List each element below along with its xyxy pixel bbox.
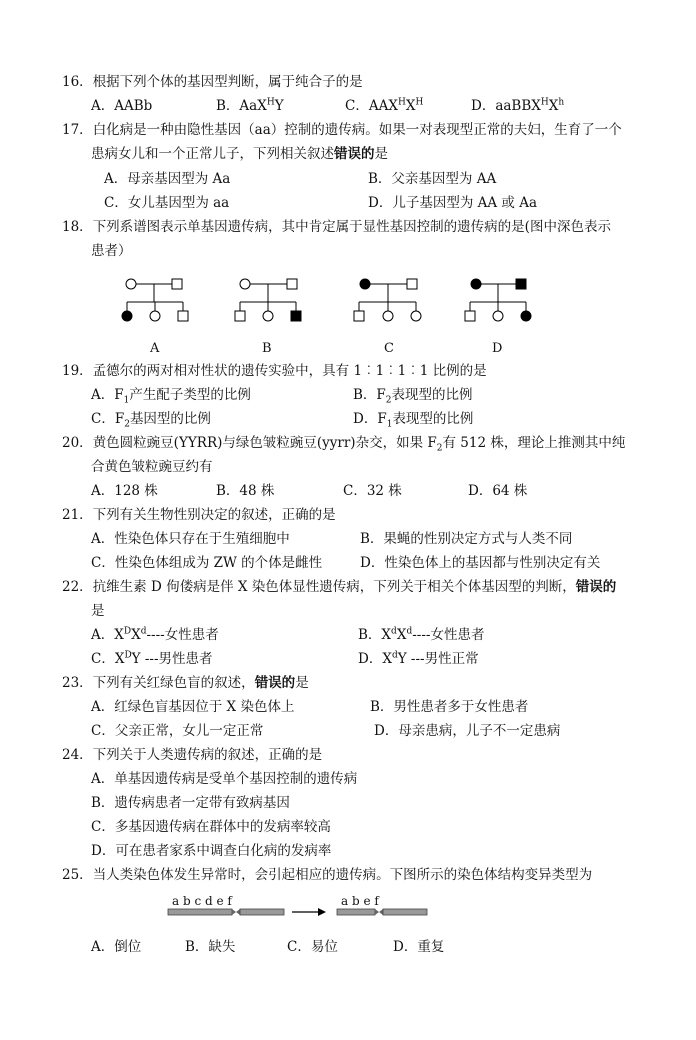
q23-option-b: B．男性患者多于女性患者 bbox=[370, 699, 529, 715]
female-affected-icon bbox=[360, 279, 370, 289]
female-affected-icon bbox=[521, 311, 531, 321]
chromosome-after-label: a b e f bbox=[341, 894, 379, 908]
q24-option-d: D．可在患者家系中调查白化病的发病率 bbox=[91, 843, 332, 859]
q16-option-b: B．AaX$^H$Y bbox=[216, 97, 284, 114]
q25-option-c: C．易位 bbox=[287, 939, 338, 955]
q24-option-a: A．单基因遗传病是受单个基因控制的遗传病 bbox=[91, 771, 358, 787]
male-normal-icon bbox=[407, 279, 417, 289]
q16-option-c: C．$AAX^HX^H$ bbox=[345, 97, 424, 114]
female-normal-icon bbox=[126, 279, 136, 289]
q19-option-b: B．$F_2$表现型的比例 bbox=[353, 387, 473, 406]
male-normal-icon bbox=[465, 311, 475, 321]
q22-option-a: A．$X^DX^d----$女性患者 bbox=[91, 626, 219, 643]
chromosome-before-arm-right bbox=[240, 909, 284, 915]
q20-option-b: B．48 株 bbox=[216, 483, 275, 499]
question-20-line2: 合黄色皱粒豌豆约有 bbox=[91, 459, 213, 475]
question-19: 19．孟德尔的两对相对性状的遗传实验中，具有 1︰1︰1︰1 比例的是 bbox=[62, 363, 487, 379]
female-normal-icon bbox=[411, 311, 421, 321]
q17-option-c: C．女儿基因型为 aa bbox=[104, 195, 230, 211]
pedigree-label-a: A bbox=[150, 341, 160, 356]
q21-option-b: B．果蝇的性别决定方式与人类不同 bbox=[360, 531, 573, 547]
male-normal-icon bbox=[235, 311, 245, 321]
q23-option-a: A．红绿色盲基因位于 X 染色体上 bbox=[91, 699, 295, 715]
q20-option-d: D．64 株 bbox=[468, 483, 528, 499]
centromere-icon bbox=[232, 909, 240, 915]
q24-option-b: B．遗传病患者一定带有致病基因 bbox=[91, 795, 290, 811]
question-18-line2: 患者） bbox=[91, 243, 132, 259]
question-18: 18．下列系谱图表示单基因遗传病，其中肯定属于显性基因控制的遗传病的是(图中深色表示 bbox=[62, 219, 611, 235]
question-17: 17．白化病是一种由隐性基因（aa）控制的遗传病。如果一对表现型正常的夫妇，生育了一个 bbox=[62, 122, 622, 138]
q25-option-b: B．缺失 bbox=[185, 939, 236, 955]
q21-option-a: A．性染色体只存在于生殖细胞中 bbox=[91, 531, 290, 547]
q16-option-a: A．AABb bbox=[91, 98, 153, 114]
question-22: 22．抗维生素 D 佝偻病是伴 X 染色体显性遗传病，下列关于相关个体基因型的判断，错误的 bbox=[62, 579, 617, 595]
question-24: 24．下列关于人类遗传病的叙述，正确的是 bbox=[62, 747, 323, 763]
male-normal-icon bbox=[287, 279, 297, 289]
chromosome-before-arm-left bbox=[168, 909, 232, 915]
q22-option-b: B．$X^dX^d----$女性患者 bbox=[358, 626, 485, 643]
female-normal-icon bbox=[150, 311, 160, 321]
q23-option-c: C．父亲正常，女儿一定正常 bbox=[91, 723, 264, 739]
q24-option-c: C．多基因遗传病在群体中的发病率较高 bbox=[91, 819, 331, 835]
chromosome-after-arm-right bbox=[383, 909, 427, 915]
q22-option-c: C．$X^DY$ ---男性患者 bbox=[91, 650, 213, 667]
chromosome-before-label: a b c d e f bbox=[172, 894, 232, 908]
question-20: 20．黄色圆粒豌豆(YYRR)与绿色皱粒豌豆(yyrr)杂交，如果 $F_2$有 512 株，理论上推测其中纯 bbox=[62, 435, 626, 454]
female-affected-icon bbox=[471, 279, 481, 289]
female-normal-icon bbox=[263, 311, 273, 321]
question-17-line2: 患病女儿和一个正常儿子，下列相关叙述错误的是 bbox=[91, 146, 388, 162]
male-normal-icon bbox=[172, 279, 182, 289]
question-25: 25．当人类染色体发生异常时，会引起相应的遗传病。下图所示的染色体结构变异类型为 bbox=[62, 867, 593, 883]
q17-option-b: B．父亲基因型为 AA bbox=[368, 171, 497, 187]
pedigree-a bbox=[122, 279, 188, 321]
male-affected-icon bbox=[291, 311, 301, 321]
question-21: 21．下列有关生物性别决定的叙述，正确的是 bbox=[62, 507, 336, 523]
question-22-line2: 是 bbox=[91, 603, 105, 619]
q17-option-a: A．母亲基因型为 Aa bbox=[104, 171, 231, 187]
q19-option-d: D．$F_1$表现型的比例 bbox=[353, 411, 474, 430]
pedigree-c bbox=[354, 279, 421, 321]
q21-option-c: C．性染色体组成为 ZW 的个体是雌性 bbox=[91, 555, 323, 571]
question-16: 16．根据下列个体的基因型判断，属于纯合子的是 bbox=[62, 74, 363, 90]
male-affected-icon bbox=[516, 279, 526, 289]
female-normal-icon bbox=[493, 311, 503, 321]
q20-option-a: A．128 株 bbox=[91, 483, 158, 499]
q19-option-a: A．$F_1$产生配子类型的比例 bbox=[91, 387, 251, 406]
pedigree-charts bbox=[0, 270, 696, 360]
pedigree-b bbox=[235, 279, 301, 321]
pedigree-d bbox=[465, 279, 531, 321]
male-normal-icon bbox=[354, 311, 364, 321]
centromere-icon bbox=[375, 909, 383, 915]
q21-option-d: D．性染色体上的基因都与性别决定有关 bbox=[360, 555, 601, 571]
q25-option-d: D．重复 bbox=[393, 939, 445, 955]
q22-option-d: D．$X^dY$ ---男性正常 bbox=[358, 650, 479, 667]
q17-option-d: D．儿子基因型为 AA 或 Aa bbox=[368, 195, 537, 211]
female-normal-icon bbox=[240, 279, 250, 289]
chromosome-diagram bbox=[0, 890, 696, 930]
question-23: 23．下列有关红绿色盲的叙述，错误的是 bbox=[62, 675, 309, 691]
pedigree-label-b: B bbox=[262, 341, 272, 356]
pedigree-label-c: C bbox=[384, 341, 394, 356]
q16-option-d: D．$aaBBX^HX^h$ bbox=[471, 97, 565, 114]
pedigree-label-d: D bbox=[492, 341, 503, 356]
male-normal-icon bbox=[178, 311, 188, 321]
female-normal-icon bbox=[383, 311, 393, 321]
female-affected-icon bbox=[122, 311, 132, 321]
q25-option-a: A．倒位 bbox=[91, 939, 142, 955]
q19-option-c: C．$F_2$基因型的比例 bbox=[91, 411, 211, 430]
chromosome-after-arm-left bbox=[337, 909, 375, 915]
q20-option-c: C．32 株 bbox=[343, 483, 402, 499]
arrow-head-icon bbox=[318, 908, 326, 916]
q23-option-d: D．母亲患病，儿子不一定患病 bbox=[374, 723, 561, 739]
